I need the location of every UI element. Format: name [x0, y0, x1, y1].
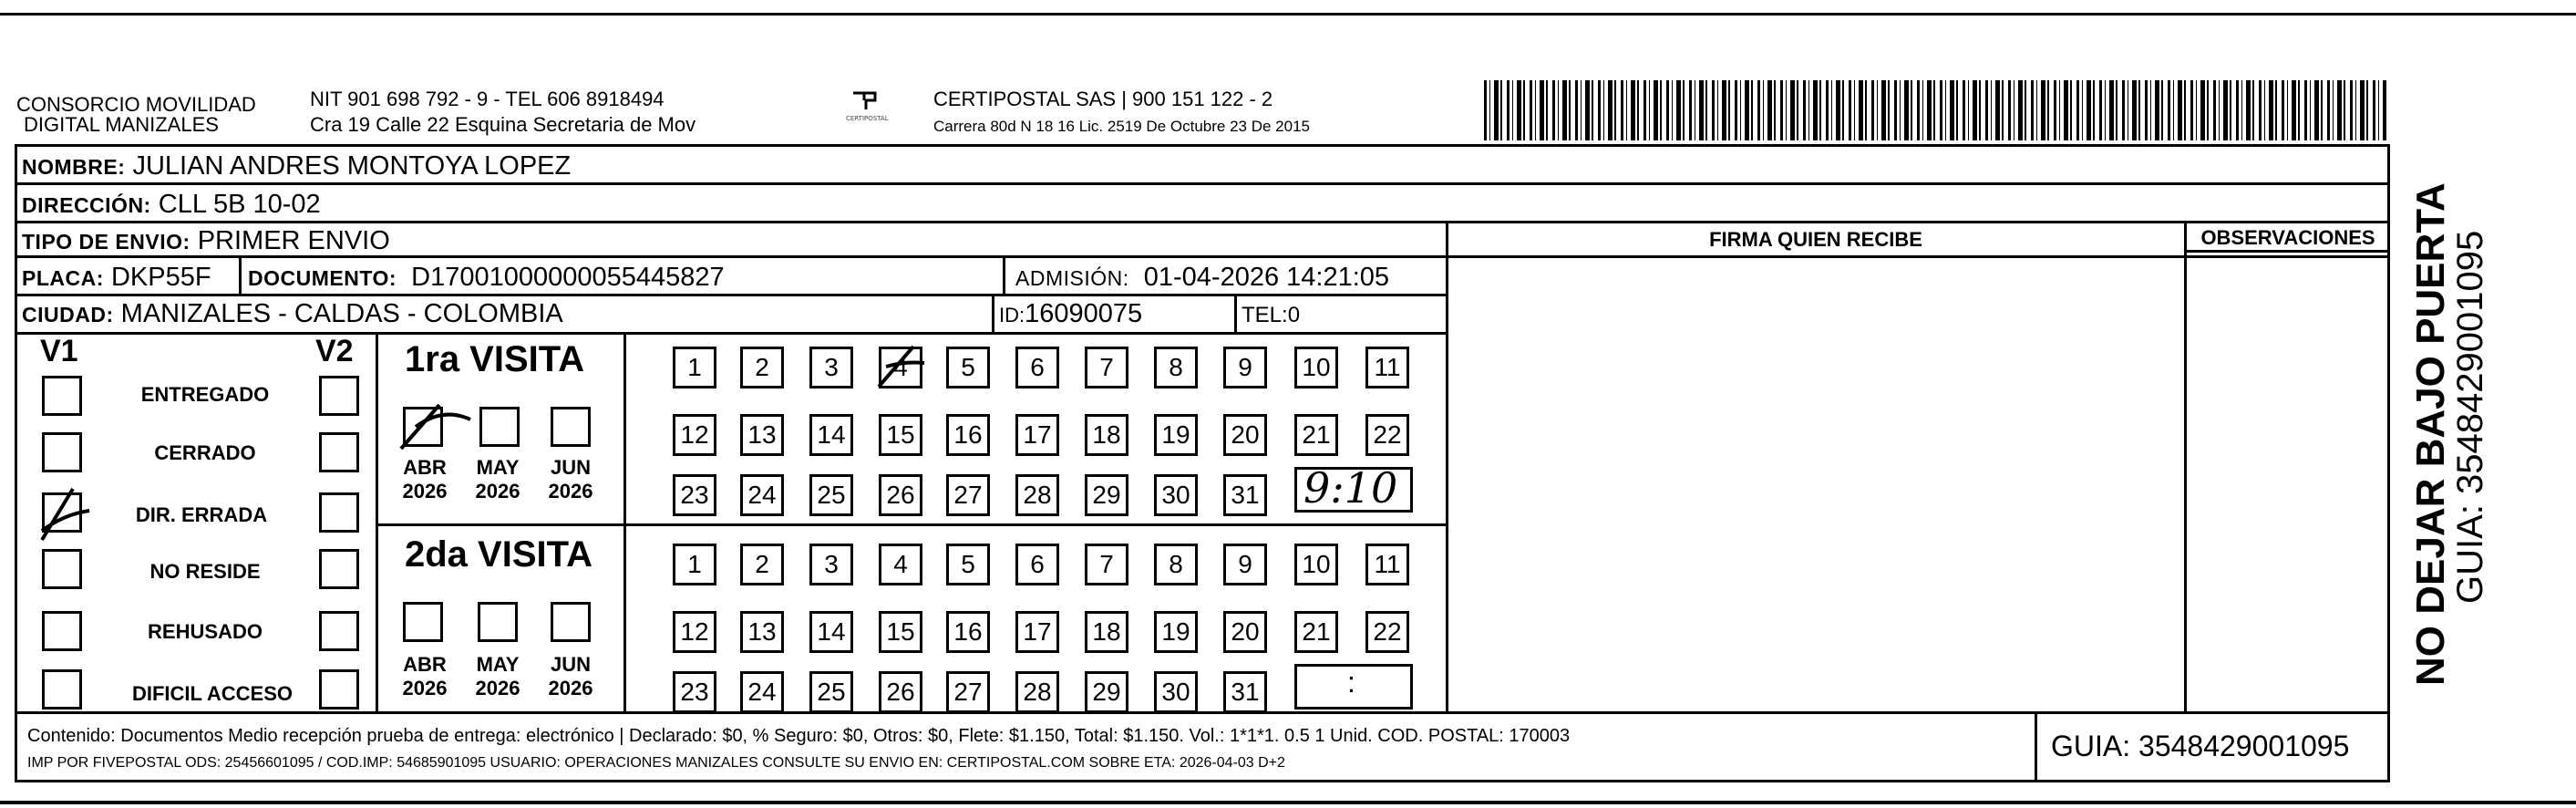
month-label: ABR [403, 653, 447, 676]
visit1-day-30[interactable]: 30 [1154, 474, 1198, 516]
visit1-day-14[interactable]: 14 [809, 414, 853, 456]
certipostal-logo-icon [846, 89, 889, 122]
status-label-rehusado: REHUSADO [148, 620, 263, 643]
footer-contenido: Contenido: Documentos Medio recepción prueba de entrega: electrónico | Declarado: $0, % Seguro: $0, Otros: $0, Flete: $1.150, Total: $1.150. Vol.: 1*1*1. 0.5 1 Unid. COD. POSTAL: 170003 [27, 726, 1571, 746]
v2-checkbox-dir-errada[interactable] [319, 492, 359, 533]
v2-checkbox-rehusado[interactable] [319, 611, 359, 651]
visit1-month-jun [541, 456, 600, 503]
v2-checkbox-entregado[interactable] [319, 376, 359, 416]
status-label-dir-errada: DIR. ERRADA [135, 503, 268, 526]
checkmark-icon [36, 483, 95, 547]
row-line [15, 182, 2390, 185]
ciudad-label: CIUDAD: [22, 303, 114, 326]
visit1-day-21[interactable]: 21 [1294, 414, 1338, 456]
visit1-day-7[interactable]: 7 [1085, 347, 1128, 388]
col-line [1446, 221, 1448, 713]
row-line [15, 221, 2390, 223]
ciudad-field [22, 299, 563, 329]
visit1-day-24[interactable]: 24 [740, 474, 784, 516]
visit2-day-21[interactable]: 21 [1294, 611, 1338, 653]
visit2-month-box-may[interactable] [478, 602, 518, 642]
visit1-day-8[interactable]: 8 [1154, 347, 1198, 388]
year-label: 2026 [475, 480, 520, 502]
visit2-day-24[interactable]: 24 [740, 671, 784, 713]
id-value: 16090075 [1025, 299, 1143, 328]
id-field [999, 299, 1142, 330]
status-label-no-reside: NO RESIDE [149, 560, 261, 583]
nombre-field [22, 151, 571, 181]
carrier-address: Carrera 80d N 18 16 Lic. 2519 De Octubre 23 De 2015 [933, 118, 1310, 135]
visit2-title: 2da VISITA [405, 534, 592, 575]
nit-line: NIT 901 698 792 - 9 - TEL 606 8918494 [310, 88, 665, 110]
firma-header: FIRMA QUIEN RECIBE [1709, 228, 1922, 251]
bottom-edge [0, 801, 2576, 804]
visit2-day-23[interactable]: 23 [673, 671, 716, 713]
col-line [992, 294, 994, 334]
visit1-day-23[interactable]: 23 [673, 474, 716, 516]
admision-field [1015, 263, 1389, 293]
footer-imp: IMP POR FIVEPOSTAL ODS: 25456601095 / COD.IMP: 54685901095 USUARIO: OPERACIONES MANIZALES CONSULTE SU ENVIO EN: CERTIPOSTAL.COM SOBRE ETA: 2026-04-03 D+2 [27, 755, 1285, 771]
visit2-day-19[interactable]: 19 [1154, 611, 1198, 653]
visit1-day-20[interactable]: 20 [1223, 414, 1267, 456]
visit2-day-15[interactable]: 15 [879, 611, 922, 653]
visit1-month-may [469, 456, 527, 503]
visit1-day-10[interactable]: 10 [1294, 347, 1338, 388]
direccion-value: CLL 5B 10-02 [158, 190, 321, 219]
visit1-month-abr [396, 456, 454, 503]
logo-caption: CERTIPOSTAL [846, 115, 889, 122]
visit1-day-5[interactable]: 5 [946, 347, 990, 388]
year-label: 2026 [402, 677, 448, 699]
year-label: 2026 [402, 480, 448, 502]
nombre-value: JULIAN ANDRES MONTOYA LOPEZ [132, 151, 572, 181]
visit1-day-28[interactable]: 28 [1015, 474, 1059, 516]
visit2-day-11[interactable]: 11 [1365, 544, 1409, 585]
documento-value: D17001000000055445827 [411, 263, 725, 292]
visit1-day-17[interactable]: 17 [1015, 414, 1059, 456]
month-label: ABR [403, 456, 447, 479]
visit1-day-22[interactable]: 22 [1365, 414, 1409, 456]
tipo-label: TIPO DE ENVIO: [22, 230, 191, 254]
visit2-day-27[interactable]: 27 [946, 671, 990, 713]
visit1-day-18[interactable]: 18 [1085, 414, 1128, 456]
visit2-day-2[interactable]: 2 [740, 544, 784, 585]
year-label: 2026 [548, 677, 593, 699]
checkmark-icon [873, 341, 928, 392]
visit2-day-26[interactable]: 26 [879, 671, 922, 713]
col-line [376, 332, 378, 713]
company-name-line2: DIGITAL MANIZALES [24, 113, 219, 136]
visit2-day-20[interactable]: 20 [1223, 611, 1267, 653]
tipo-value: PRIMER ENVIO [197, 226, 390, 255]
v2-header: V2 [315, 334, 354, 368]
month-label: JUN [550, 653, 591, 676]
row-line [15, 332, 1448, 335]
status-label-entregado: ENTREGADO [140, 383, 270, 406]
header-underline [2184, 250, 2390, 253]
direccion-field [22, 190, 321, 220]
observaciones-header: OBSERVACIONES [2200, 226, 2375, 249]
side-warning: NO DEJAR BAJO PUERTA [2408, 182, 2453, 686]
v2-checkbox-cerrado[interactable] [319, 432, 359, 472]
documento-field [248, 263, 725, 293]
status-label-cerrado: CERRADO [154, 441, 256, 464]
v1-checkbox-entregado[interactable] [42, 376, 82, 416]
visit1-time-value: 9:10 [1303, 463, 1398, 513]
visit2-day-14[interactable]: 14 [809, 611, 853, 653]
visit2-day-3[interactable]: 3 [809, 544, 853, 585]
year-label: 2026 [548, 480, 593, 502]
footer-guia: GUIA: 3548429001095 [2051, 730, 2350, 762]
col-line [1003, 255, 1005, 295]
visit1-day-1[interactable]: 1 [673, 347, 716, 388]
visit2-month-may [469, 653, 527, 700]
year-label: 2026 [475, 677, 520, 699]
tipo-field [22, 226, 390, 256]
ciudad-value: MANIZALES - CALDAS - COLOMBIA [120, 299, 563, 328]
top-edge [0, 13, 2576, 16]
visit2-day-7[interactable]: 7 [1085, 544, 1128, 585]
side-guia: GUIA: 3548429001095 [2450, 230, 2490, 604]
col-line [239, 255, 242, 295]
v1-header: V1 [40, 334, 78, 368]
admision-label: ADMISIÓN: [1015, 266, 1129, 290]
visit2-day-1[interactable]: 1 [673, 544, 716, 585]
visit1-title: 1ra VISITA [405, 339, 585, 379]
visit1-day-19[interactable]: 19 [1154, 414, 1198, 456]
visit2-day-10[interactable]: 10 [1294, 544, 1338, 585]
visit2-day-28[interactable]: 28 [1015, 671, 1059, 713]
visit1-day-31[interactable]: 31 [1223, 474, 1267, 516]
id-label: ID: [999, 304, 1025, 326]
visit2-day-16[interactable]: 16 [946, 611, 990, 653]
visit1-day-25[interactable]: 25 [809, 474, 853, 516]
v2-checkbox-no-reside[interactable] [319, 549, 359, 589]
carrier-line: CERTIPOSTAL SAS | 900 151 122 - 2 [933, 88, 1273, 110]
visit2-day-12[interactable]: 12 [673, 611, 716, 653]
visit2-day-18[interactable]: 18 [1085, 611, 1128, 653]
barcode [1484, 80, 2386, 140]
v1-checkbox-rehusado[interactable] [42, 611, 82, 651]
visit1-day-13[interactable]: 13 [740, 414, 784, 456]
checkmark-icon [397, 399, 489, 454]
placa-field [22, 263, 211, 293]
col-line [623, 332, 626, 713]
visit2-month-box-abr[interactable] [403, 602, 443, 642]
visit1-day-11[interactable]: 11 [1365, 347, 1409, 388]
month-label: MAY [476, 456, 520, 479]
visit2-day-9[interactable]: 9 [1223, 544, 1267, 585]
visit2-time-value: : [1347, 666, 1355, 699]
visit1-day-26[interactable]: 26 [879, 474, 922, 516]
visit1-day-16[interactable]: 16 [946, 414, 990, 456]
month-label: JUN [550, 456, 591, 479]
visit1-day-9[interactable]: 9 [1223, 347, 1267, 388]
visit1-day-4[interactable]: 4 [879, 347, 922, 388]
visit1-day-12[interactable]: 12 [673, 414, 716, 456]
address-line: Cra 19 Calle 22 Esquina Secretaria de Mov [310, 113, 696, 136]
visit2-day-29[interactable]: 29 [1085, 671, 1128, 713]
visit2-month-jun [541, 653, 600, 700]
visit2-day-25[interactable]: 25 [809, 671, 853, 713]
visit2-month-abr [396, 653, 454, 700]
visit1-day-27[interactable]: 27 [946, 474, 990, 516]
visit1-day-29[interactable]: 29 [1085, 474, 1128, 516]
v1-checkbox-cerrado[interactable] [42, 432, 82, 472]
visit2-day-6[interactable]: 6 [1015, 544, 1059, 585]
tel-value: 0 [1287, 303, 1301, 327]
visit2-day-30[interactable]: 30 [1154, 671, 1198, 713]
visit2-day-22[interactable]: 22 [1365, 611, 1409, 653]
documento-label: DOCUMENTO: [248, 266, 397, 290]
visit1-day-6[interactable]: 6 [1015, 347, 1059, 388]
visit2-day-31[interactable]: 31 [1223, 671, 1267, 713]
row-line [15, 294, 1448, 296]
admision-value: 01-04-2026 14:21:05 [1143, 263, 1390, 292]
status-label-dificil-acceso: DIFICIL ACCESO [131, 682, 293, 705]
footer-guia-divider [2035, 711, 2037, 782]
visit2-day-5[interactable]: 5 [946, 544, 990, 585]
visit1-day-15[interactable]: 15 [879, 414, 922, 456]
direccion-label: DIRECCIÓN: [22, 193, 151, 217]
visit1-day-3[interactable]: 3 [809, 347, 853, 388]
col-line [1234, 294, 1237, 334]
visit-divider [376, 523, 1448, 526]
tel-label: TEL: [1242, 303, 1288, 327]
visit1-month-box-may[interactable] [479, 407, 520, 447]
month-label: MAY [476, 653, 520, 676]
visit2-day-13[interactable]: 13 [740, 611, 784, 653]
visit2-day-17[interactable]: 17 [1015, 611, 1059, 653]
visit1-day-2[interactable]: 2 [740, 347, 784, 388]
nombre-label: NOMBRE: [22, 155, 126, 179]
placa-value: DKP55F [110, 263, 211, 292]
v1-checkbox-no-reside[interactable] [42, 549, 82, 589]
visit2-month-box-jun[interactable] [551, 602, 591, 642]
col-line [2184, 221, 2187, 713]
v2-checkbox-dificil-acceso[interactable] [319, 669, 359, 710]
tel-field [1242, 301, 1300, 330]
visit1-month-box-jun[interactable] [551, 407, 591, 447]
visit2-day-8[interactable]: 8 [1154, 544, 1198, 585]
v1-checkbox-dificil-acceso[interactable] [42, 669, 82, 710]
company-name-line1: CONSORCIO MOVILIDAD [16, 93, 256, 116]
placa-label: PLACA: [22, 266, 104, 290]
visit2-day-4[interactable]: 4 [879, 544, 922, 585]
